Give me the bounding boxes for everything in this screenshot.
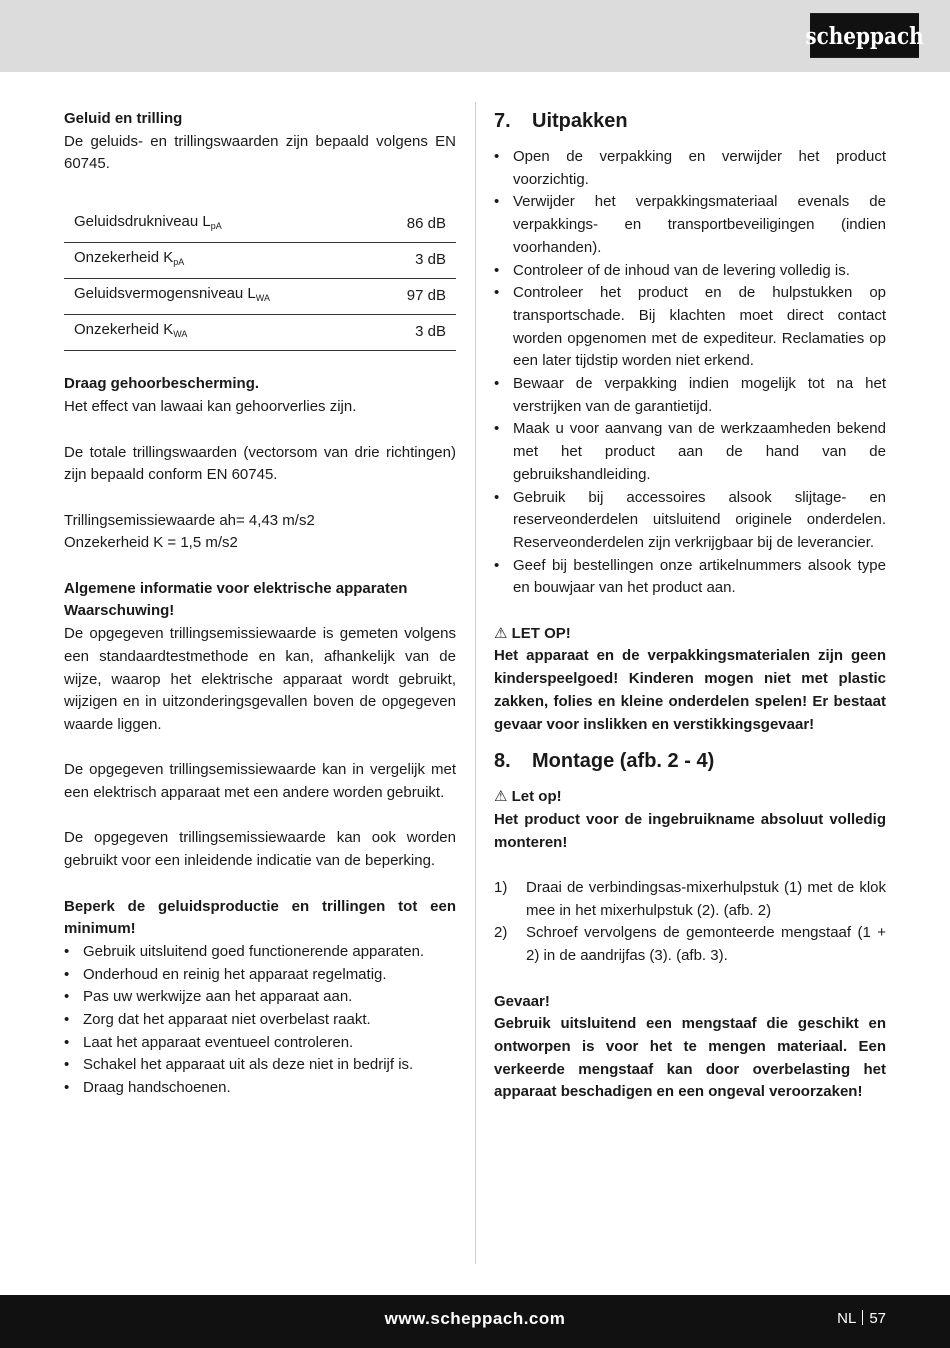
warning-2-title: ⚠ Let op! [494,788,562,806]
warning-1-text: Het apparaat en de verpakkingsmaterialen zijn geen kinderspeelgoed! Kinderen mogen niet met plastic zakken, folies en kleine onderdelen spelen! Er bestaat gevaar voor inslikken en verstikkingsgevaar! [494,647,886,733]
table-value: 3 dB [372,314,456,350]
section-8-heading: 8. Montage (afb. 2 - 4) [494,750,715,773]
list-item: • Open de verpakking en verwijder het product voorzichtig. [494,146,886,191]
general-warning: Waarschuwing! [64,602,175,620]
assembly-steps [494,877,886,968]
brand-logo: scheppach [810,13,919,58]
table-label: Geluidsdrukniveau $L_{pA}$ [64,207,372,243]
table-label: Onzekerheid $K_{pA}$ [64,242,372,278]
list-item: • Gebruik bij accessoires alsook slijtage- en reserveonderdelen uitsluitend originele onderdelen. Reserveonderdelen zijn verkrijgbaar bij de leverancier. [494,487,886,555]
list-item: • Verwijder het verpakkingsmateriaal evenals de verpakkings- en transportbeveiligingen (indien voorhanden). [494,191,886,259]
limit-title: Beperk de geluidsproductie en trillingen tot een minimum! [64,897,456,938]
warning-1-title: ⚠ LET OP! [494,624,571,642]
list-item: • Draag handschoenen. [64,1077,456,1100]
table-label: Geluidsvermogensniveau $L_{WA}$ [64,278,372,314]
table-value: 97 dB [372,278,456,314]
hearing-text: Het effect van lawaai kan gehoorverlies zijn. [64,398,357,416]
header-bar [0,0,950,72]
paragraph-2: De opgegeven trillingsemissiewaarde kan in vergelijk met een elektrisch apparaat met een andere worden gebruikt. [64,761,456,802]
table-row [64,314,456,350]
vibration-total: De totale trillingswaarden (vectorsom van drie richtingen) zijn bepaald conform EN 60745. [64,443,456,484]
hearing-title: Draag gehoorbescherming. [64,375,260,393]
list-item: • Onderhoud en reinig het apparaat regelmatig. [64,964,456,987]
warning-triangle-icon: ⚠ [494,624,508,642]
left-column [64,108,456,1100]
right-column [494,108,886,1104]
vibration-value: Trillingsemissiewaarde ah= 4,43 m/s2 [64,511,315,529]
danger-title: Gevaar! [494,992,550,1010]
list-item: • Gebruik uitsluitend goed functionerende apparaten. [64,941,456,964]
noise-intro: De geluids- en trillingswaarden zijn bepaald volgens EN 60745. [64,132,456,173]
unpack-list [494,146,886,600]
warning-2-text: Het product voor de ingebruikname absoluut volledig monteren! [494,810,886,851]
table-row [64,242,456,278]
list-item: • Laat het apparaat eventueel controleren. [64,1032,456,1055]
warning-triangle-icon: ⚠ [494,788,508,806]
limit-list [64,941,456,1100]
list-item: • Controleer of de inhoud van de levering volledig is. [494,260,886,283]
list-item: • Bewaar de verpakking indien mogelijk tot na het verstrijken van de garantietijd. [494,373,886,418]
table-value: 86 dB [372,207,456,243]
table-row [64,207,456,243]
section-7-heading: 7. Uitpakken [494,110,628,132]
table-value: 3 dB [372,242,456,278]
list-item: 1) Draai de verbindingsas-mixerhulpstuk (1) met de klok mee in het mixerhulpstuk (2). (afb. 2) [494,879,886,919]
danger-text: Gebruik uitsluitend een mengstaaf die geschikt en ontworpen is voor het te mengen materiaal. Een verkeerde mengstaaf kan door overbelasting het apparaat beschadigen en een ongeval veroorzaken! [494,1015,886,1101]
paragraph-1: De opgegeven trillingsemissiewaarde is gemeten volgens een standaardtestmethode en kan, afhankelijk van de wijze, waarop het elektrische apparaat wordt gebruikt, wijzigen en in uitzonderingsgevallen boven de opgegeven waarde liggen. [64,625,456,733]
list-item: • Pas uw werkwijze aan het apparaat aan. [64,986,456,1009]
noise-table [64,207,456,351]
noise-title: Geluid en trilling [64,110,183,127]
list-item: • Schakel het apparaat uit als deze niet in bedrijf is. [64,1054,456,1077]
list-item: • Controleer het product en de hulpstukken op transportschade. Bij klachten moet direct contact worden opgenomen met de expediteur. Reclamaties op een later tijdstip worden niet erkend. [494,282,886,373]
table-label: Onzekerheid $K_{WA}$ [64,314,372,350]
general-info-title: Algemene informatie voor elektrische apparaten [64,579,408,597]
column-divider [475,102,476,1264]
footer-url[interactable]: www.scheppach.com [384,1309,566,1328]
table-row [64,278,456,314]
list-item: • Zorg dat het apparaat niet overbelast raakt. [64,1009,456,1032]
page-number: NL 57 [837,1310,886,1327]
paragraph-3: De opgegeven trillingsemissiewaarde kan ook worden gebruikt voor een inleidende indicatie van de beperking. [64,829,456,870]
list-item: • Maak u voor aanvang van de werkzaamheden bekend met het product aan de hand van de gebruikshandleiding. [494,418,886,486]
list-item: 2) Schroef vervolgens de gemonteerde mengstaaf (1 + 2) in de aandrijfas (3). (afb. 3). [494,924,886,965]
footer-bar [0,1295,950,1348]
list-item: • Geef bij bestellingen onze artikelnummers alsook type en bouwjaar van het product aan. [494,555,886,600]
vibration-uncertainty: Onzekerheid K = 1,5 m/s2 [64,534,238,552]
